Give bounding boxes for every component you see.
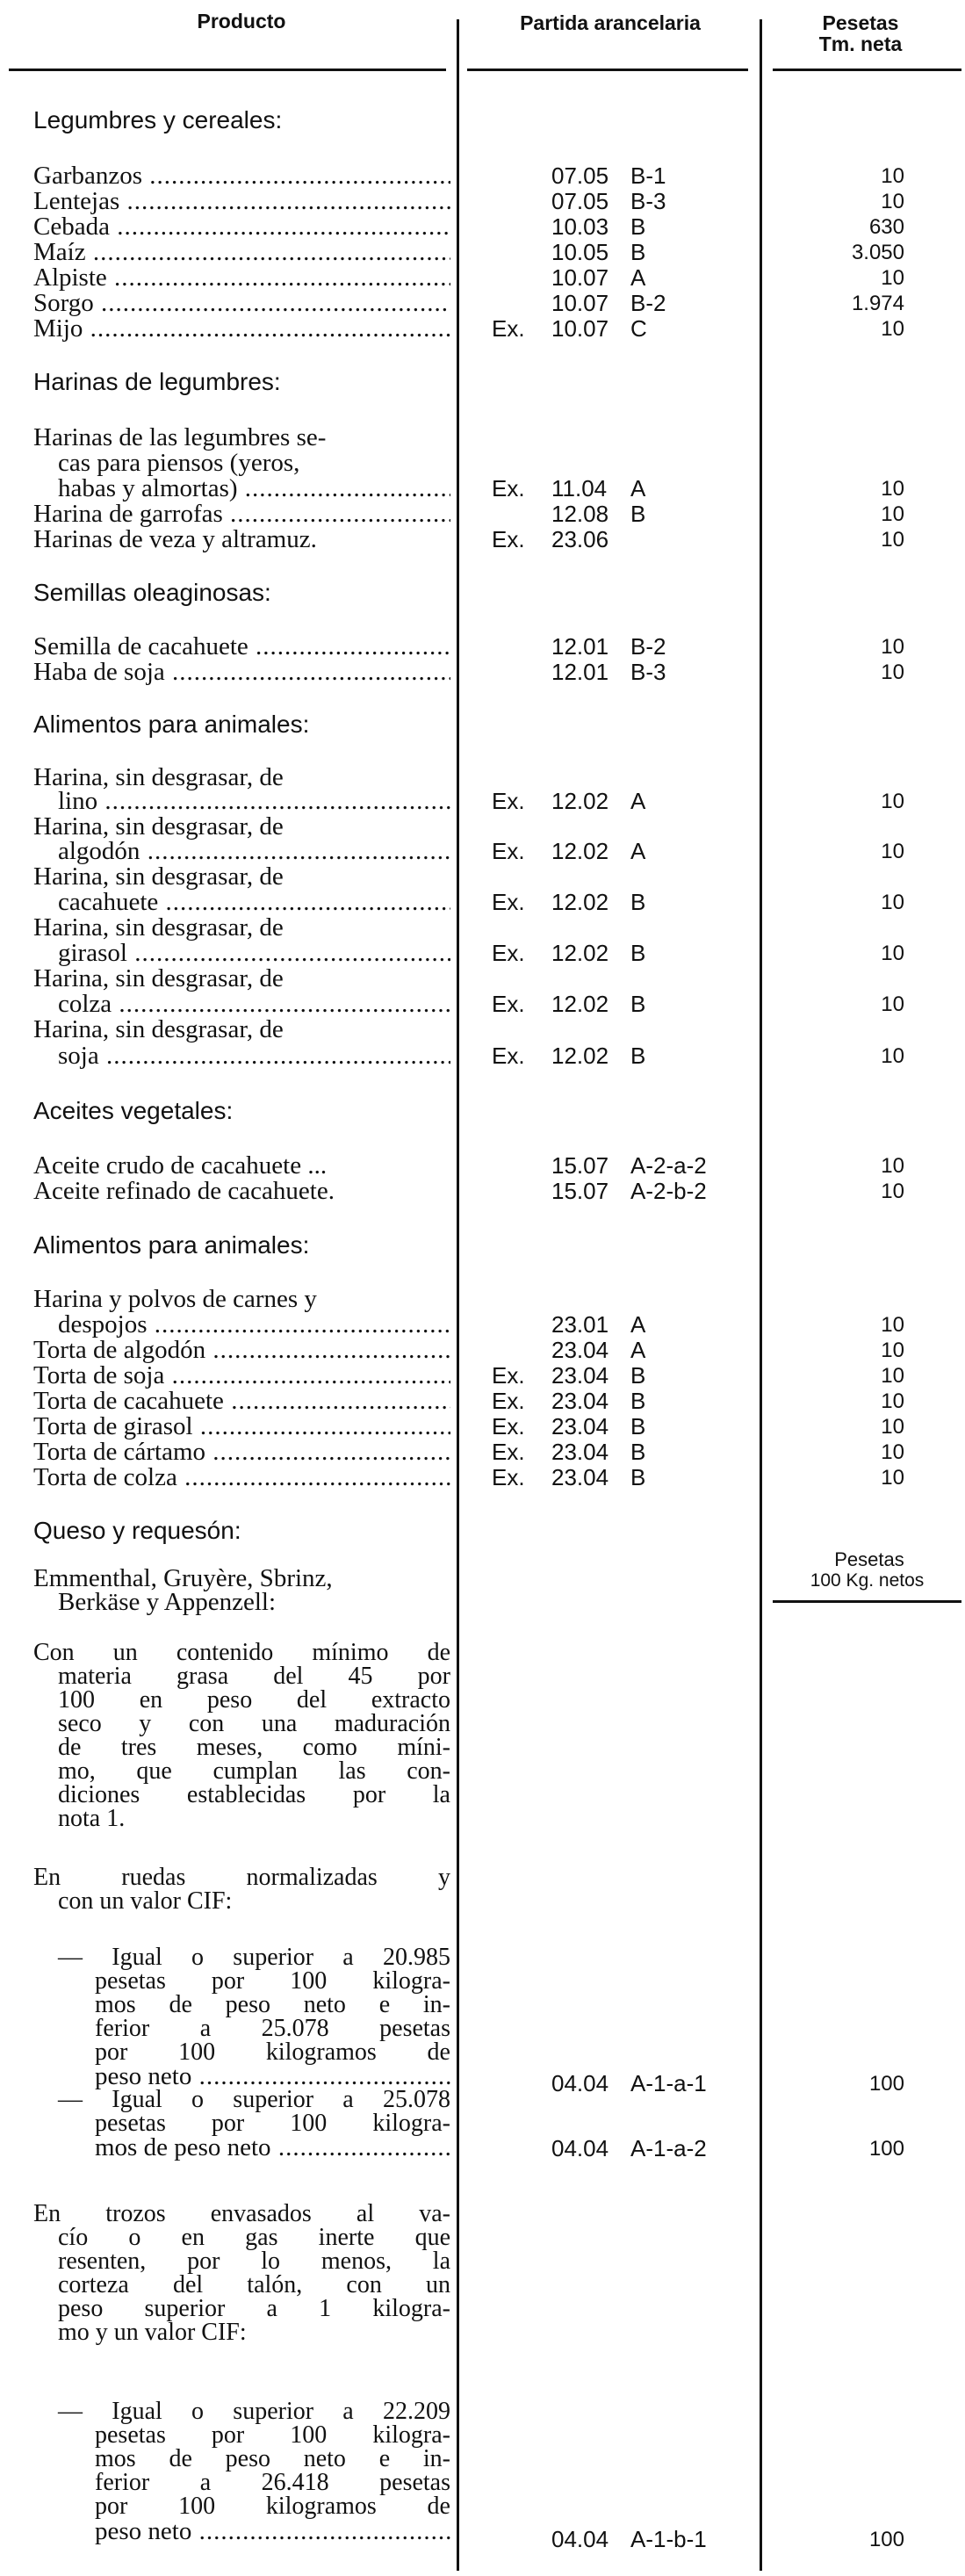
tariff-code: Ex. 12.02 B bbox=[492, 991, 646, 1017]
product-name-cont: habas y almortas) ..... bbox=[33, 476, 450, 501]
product-name-cont: algodón ..... bbox=[33, 839, 450, 864]
product-name: Aceite crudo de cacahuete ... bbox=[33, 1153, 328, 1179]
header-value-alt-line2: 100 Kg. netos bbox=[810, 1570, 925, 1591]
tariff-code: Ex. 12.02 A bbox=[492, 788, 646, 814]
product-name: Garbanzos ..... bbox=[33, 163, 450, 189]
trozos-paragraph: En trozos envasados al va- cío o en gas inerte que resenten, por lo menos, la corteza del talón, con un peso superior a 1 kilogra- mo y un valor CIF: bbox=[33, 2200, 450, 2346]
tariff-code: 04.04 A-1-a-2 bbox=[551, 2135, 707, 2161]
section-heading: Legumbres y cereales: bbox=[33, 106, 283, 133]
tariff-code: 12.08 B bbox=[551, 501, 646, 527]
tariff-code: 04.04 A-1-b-1 bbox=[551, 2526, 707, 2552]
tariff-code: 10.07 A bbox=[551, 264, 646, 291]
header-value-alt-line1: Pesetas bbox=[834, 1548, 904, 1570]
value-cell: 10 bbox=[881, 790, 904, 813]
tariff-code: Ex. 23.06 bbox=[492, 526, 609, 552]
tariff-code: Ex. 23.04 B bbox=[492, 1362, 646, 1389]
tariff-code: 23.04 A bbox=[551, 1337, 646, 1363]
value-cell: 10 bbox=[881, 528, 904, 552]
tariff-code: Ex. 12.02 A bbox=[492, 838, 646, 864]
product-name: Cebada ..... bbox=[33, 214, 450, 240]
price-condition-1: — Igual o superior a 20.985 pesetas por 100 kilogra- mos de peso neto e in- ferior a 25.078 pesetas por 100 kilogramos de bbox=[58, 1944, 450, 2066]
product-name: Harina y polvos de carnes y bbox=[33, 1287, 317, 1312]
tariff-code: 10.03 B bbox=[551, 213, 646, 240]
value-cell: 10 bbox=[881, 1466, 904, 1490]
product-name: Harina, sin desgrasar, de bbox=[33, 915, 284, 941]
product-name: Torta de algodón ..... bbox=[33, 1338, 450, 1363]
product-name: Harina, sin desgrasar, de bbox=[33, 814, 284, 840]
value-cell: 10 bbox=[881, 891, 904, 914]
section-heading: Queso y requesón: bbox=[33, 1517, 241, 1544]
value-cell: 10 bbox=[881, 1313, 904, 1337]
product-name: Harinas de las legumbres se- bbox=[33, 425, 327, 451]
product-name: Harina, sin desgrasar, de bbox=[33, 864, 284, 890]
header-tariff: Partida arancelaria bbox=[520, 11, 701, 34]
value-cell: 10 bbox=[881, 1440, 904, 1464]
tariff-code: 07.05 B-1 bbox=[551, 162, 666, 189]
value-cell: 10 bbox=[881, 502, 904, 526]
value-cell: 10 bbox=[881, 190, 904, 213]
product-name-cont: lino ..... bbox=[33, 789, 450, 814]
product-name: Lentejas ..... bbox=[33, 189, 450, 214]
product-name: Harina, sin desgrasar, de bbox=[33, 966, 284, 992]
product-name-cont: Berkäse y Appenzell: bbox=[58, 1590, 277, 1615]
tariff-code: Ex. 11.04 A bbox=[492, 475, 646, 501]
value-cell: 10 bbox=[881, 635, 904, 659]
value-cell: 10 bbox=[881, 1389, 904, 1413]
tariff-code: 12.01 B-3 bbox=[551, 659, 666, 685]
tariff-code: Ex. 23.04 B bbox=[492, 1388, 646, 1414]
product-name: Haba de soja ..... bbox=[33, 660, 450, 685]
column-divider-1 bbox=[457, 19, 459, 2571]
product-name: Torta de cacahuete ..... bbox=[33, 1389, 450, 1414]
tariff-code: 15.07 A-2-b-2 bbox=[551, 1178, 707, 1204]
tariff-code: Ex. 23.04 B bbox=[492, 1464, 646, 1490]
product-name-cont: mos de peso neto ..... bbox=[33, 2135, 450, 2161]
column-divider-2 bbox=[760, 19, 762, 2571]
value-cell: 3.050 bbox=[851, 241, 904, 264]
product-name: Sorgo ..... bbox=[33, 291, 450, 316]
product-name-cont: colza ..... bbox=[33, 992, 450, 1017]
tariff-code: 04.04 A-1-a-1 bbox=[551, 2070, 707, 2096]
product-name: Aceite refinado de cacahuete. bbox=[33, 1179, 335, 1204]
product-name: Torta de cártamo ..... bbox=[33, 1440, 450, 1465]
product-name-cont: girasol ..... bbox=[33, 941, 450, 966]
product-name: Harinas de veza y altramuz. bbox=[33, 527, 317, 552]
tariff-code: 15.07 A-2-a-2 bbox=[551, 1152, 707, 1179]
product-name: Torta de soja ..... bbox=[33, 1363, 450, 1389]
price-condition-3: — Igual o superior a 22.209 pesetas por 100 kilogra- mos de peso neto e in- ferior a 26.418 pesetas por 100 kilogramos de bbox=[58, 2398, 450, 2520]
header-value-line1: Pesetas bbox=[822, 11, 899, 34]
value-cell: 10 bbox=[881, 1180, 904, 1203]
value-cell: 10 bbox=[881, 660, 904, 684]
product-name: Harina, sin desgrasar, de bbox=[33, 765, 284, 790]
value-cell: 10 bbox=[881, 1154, 904, 1178]
section-heading: Alimentos para animales: bbox=[33, 711, 310, 738]
value-cell: 10 bbox=[881, 1415, 904, 1439]
section-heading: Alimentos para animales: bbox=[33, 1231, 310, 1259]
product-name-cont: peso neto ..... bbox=[33, 2064, 450, 2089]
tariff-code: Ex. 23.04 B bbox=[492, 1439, 646, 1465]
product-name-cont: peso neto ..... bbox=[33, 2519, 450, 2544]
value-cell: 10 bbox=[881, 477, 904, 501]
tariff-code: 10.07 B-2 bbox=[551, 290, 666, 316]
product-name-cont: cas para piensos (yeros, bbox=[58, 451, 300, 476]
product-name: Harina de garrofas ..... bbox=[33, 501, 450, 527]
product-name: Torta de colza ..... bbox=[33, 1465, 450, 1490]
tariff-code: 10.05 B bbox=[551, 239, 646, 265]
value-cell: 1.974 bbox=[851, 292, 904, 315]
condition-paragraph: Con un contenido mínimo de materia grasa del 45 por 100 en peso del extracto seco y con una maduración de tres meses, como míni- mo, que cumplan las con- diciones establecidas por la nota 1. bbox=[33, 1639, 450, 1832]
value-cell: 10 bbox=[881, 266, 904, 290]
tariff-code: 23.01 A bbox=[551, 1311, 646, 1338]
product-name: Alpiste ..... bbox=[33, 265, 450, 291]
tariff-code: 07.05 B-3 bbox=[551, 188, 666, 214]
tariff-code: Ex. 12.02 B bbox=[492, 889, 646, 915]
product-name: Harina, sin desgrasar, de bbox=[33, 1017, 284, 1043]
price-condition-2: — Igual o superior a 25.078 pesetas por 100 kilogra- bbox=[58, 2086, 450, 2137]
ruedas-paragraph: En ruedas normalizadas y con un valor CIF: bbox=[33, 1864, 450, 1915]
header-rule-product bbox=[9, 69, 446, 71]
product-name: Mijo ..... bbox=[33, 316, 450, 342]
value-cell: 10 bbox=[881, 164, 904, 188]
header-rule-value-alt bbox=[773, 1600, 961, 1603]
value-cell: 10 bbox=[881, 840, 904, 863]
product-name-cont: despojos ..... bbox=[33, 1312, 450, 1338]
section-heading: Semillas oleaginosas: bbox=[33, 579, 271, 606]
header-rule-value bbox=[773, 69, 961, 71]
product-name: Torta de girasol ..... bbox=[33, 1414, 450, 1440]
section-heading: Harinas de legumbres: bbox=[33, 368, 281, 395]
header-product: Producto bbox=[197, 10, 286, 32]
tariff-code: 12.01 B-2 bbox=[551, 633, 666, 660]
value-cell: 10 bbox=[881, 992, 904, 1016]
product-name: Emmenthal, Gruyère, Sbrinz, bbox=[33, 1566, 333, 1591]
tariff-code: Ex. 23.04 B bbox=[492, 1413, 646, 1440]
tariff-code: Ex. 12.02 B bbox=[492, 940, 646, 966]
value-cell: 10 bbox=[881, 1364, 904, 1388]
product-name: Semilla de cacahuete ..... bbox=[33, 634, 450, 660]
tariff-code: Ex. 12.02 B bbox=[492, 1043, 646, 1069]
value-cell: 10 bbox=[881, 317, 904, 341]
product-name: Maíz ..... bbox=[33, 240, 450, 265]
value-cell: 100 bbox=[868, 2137, 904, 2161]
product-name-cont: cacahuete ..... bbox=[33, 890, 450, 915]
tariff-code: Ex. 10.07 C bbox=[492, 315, 647, 342]
value-cell: 10 bbox=[881, 1339, 904, 1362]
value-cell: 10 bbox=[881, 942, 904, 965]
section-heading: Aceites vegetales: bbox=[33, 1097, 234, 1124]
value-cell: 100 bbox=[868, 2528, 904, 2551]
product-name-cont: soja ..... bbox=[33, 1043, 450, 1069]
header-value-line2: Tm. neta bbox=[818, 32, 903, 55]
value-cell: 100 bbox=[868, 2072, 904, 2096]
value-cell: 630 bbox=[868, 215, 904, 239]
value-cell: 10 bbox=[881, 1044, 904, 1068]
header-rule-tariff bbox=[467, 69, 748, 71]
